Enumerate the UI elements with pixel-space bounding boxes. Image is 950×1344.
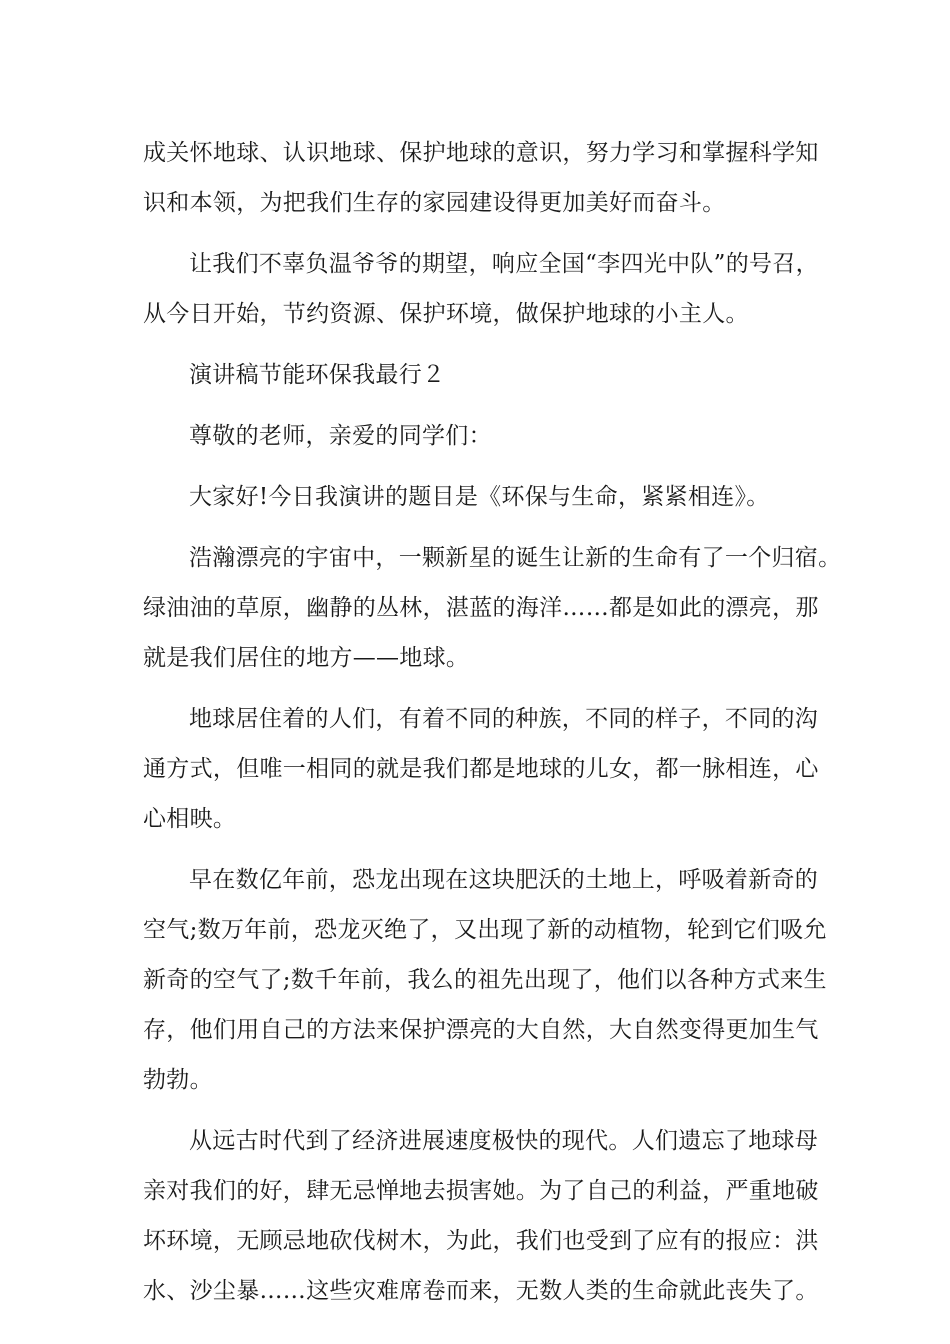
text-line: 从今日开始，节约资源、保护环境，做保护地球的小主人。 bbox=[143, 301, 749, 327]
text-line: 亲对我们的好，肆无忌惮地去损害她。为了自己的利益，严重地破 bbox=[143, 1178, 819, 1204]
text-line: 新奇的空气了;数千年前，我么的祖先出现了，他们以各种方式来生 bbox=[143, 967, 827, 993]
text-line: 识和本领，为把我们生存的家园建设得更加美好而奋斗。 bbox=[143, 190, 726, 216]
text-line: 就是我们居住的地方——地球。 bbox=[143, 645, 470, 671]
paragraph-start-line: 浩瀚漂亮的宇宙中，一颗新星的诞生让新的生命有了一个归宿。 bbox=[189, 545, 842, 571]
text-line: 成关怀地球、认识地球、保护地球的意识，努力学习和掌握科学知 bbox=[143, 140, 819, 166]
text-line: 空气;数万年前，恐龙灭绝了，又出现了新的动植物，轮到它们吸允 bbox=[143, 917, 827, 943]
paragraph-start-line: 从远古时代到了经济进展速度极快的现代。人们遗忘了地球母 bbox=[189, 1128, 819, 1154]
document-body bbox=[143, 128, 842, 1316]
text-line: 水、沙尘暴……这些灾难席卷而来，无数人类的生命就此丧失了。 bbox=[143, 1278, 819, 1304]
greeting-line: 大家好!今日我演讲的题目是《环保与生命，紧紧相连》。 bbox=[189, 484, 770, 510]
text-line: 存，他们用自己的方法来保护漂亮的大自然，大自然变得更加生气 bbox=[143, 1017, 819, 1043]
salutation: 尊敬的老师，亲爱的同学们： bbox=[189, 423, 492, 449]
paragraph-start-line: 早在数亿年前，恐龙出现在这块肥沃的土地上，呼吸着新奇的 bbox=[189, 867, 819, 893]
text-line: 绿油油的草原，幽静的丛林，湛蓝的海洋……都是如此的漂亮，那 bbox=[143, 595, 819, 621]
text-line: 通方式，但唯一相同的就是我们都是地球的儿女，都一脉相连，心 bbox=[143, 756, 819, 782]
text-line: 勃勃。 bbox=[143, 1067, 213, 1093]
paragraph-start-line: 让我们不辜负温爷爷的期望，响应全国“李四光中队”的号召， bbox=[189, 251, 819, 277]
text-line: 心相映。 bbox=[143, 806, 237, 832]
speech-title: 演讲稿节能环保我最行２ bbox=[189, 362, 446, 388]
paragraph-start-line: 地球居住着的人们，有着不同的种族，不同的样子，不同的沟 bbox=[189, 706, 819, 732]
text-line: 坏环境，无顾忌地砍伐树木，为此，我们也受到了应有的报应：洪 bbox=[143, 1228, 819, 1254]
